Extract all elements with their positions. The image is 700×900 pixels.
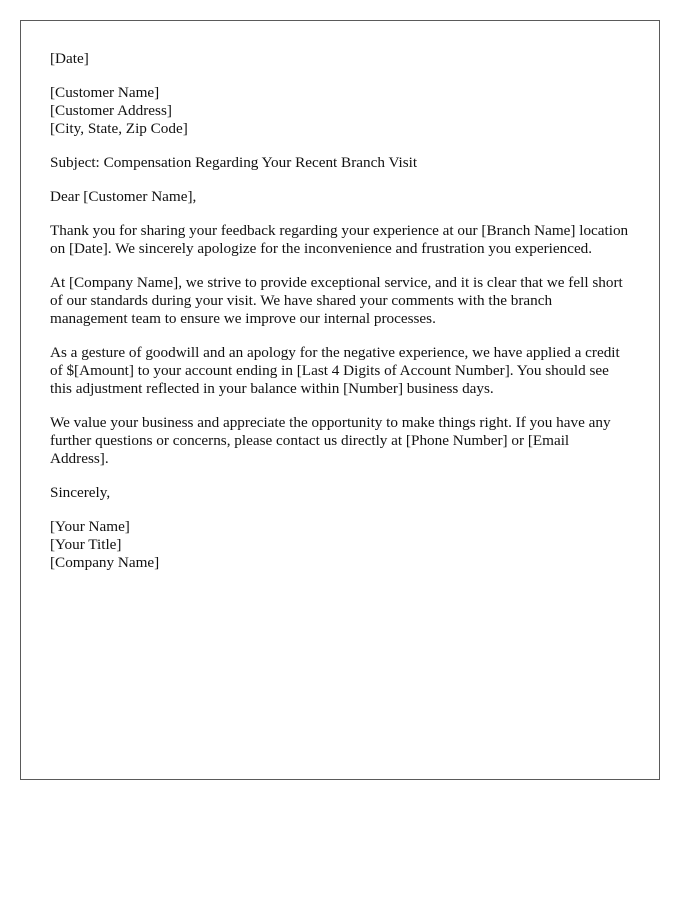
signer-name: [Your Name]	[50, 518, 130, 535]
body-paragraph-contact: We value your business and appreciate the opportunity to make things right. If you have any further questions or concerns, please contact us directly at [Phone Number] or [Email Address].	[50, 414, 611, 467]
signature-block	[50, 518, 630, 572]
body-paragraph-service: At [Company Name], we strive to provide exceptional service, and it is clear that we fell short of our standards during your visit. We have shared your comments with the branch management team to ensure we improve our internal processes.	[50, 274, 623, 327]
closing-block	[50, 484, 630, 502]
letter-date: [Date]	[50, 50, 89, 67]
date-block	[50, 50, 630, 68]
recipient-city-state-zip: [City, State, Zip Code]	[50, 120, 188, 137]
salutation-block	[50, 188, 630, 206]
letter-page	[20, 20, 660, 780]
letter-closing: Sincerely,	[50, 484, 111, 501]
recipient-address-block	[50, 84, 630, 138]
body-paragraph-credit: As a gesture of goodwill and an apology for the negative experience, we have applied a credit of $[Amount] to your account ending in [Last 4 Digits of Account Number]. You should see this adjustment reflected in your balance within [Number] business days.	[50, 344, 620, 397]
recipient-name: [Customer Name]	[50, 84, 160, 101]
signer-title: [Your Title]	[50, 536, 122, 553]
body-paragraph-feedback: Thank you for sharing your feedback regarding your experience at our [Branch Name] location on [Date]. We sincerely apologize for the inconvenience and frustration you experienced.	[50, 222, 629, 257]
signer-company: [Company Name]	[50, 554, 160, 571]
letter-body	[50, 50, 630, 588]
subject-block	[50, 154, 630, 172]
letter-salutation: Dear [Customer Name],	[50, 188, 197, 205]
letter-subject: Subject: Compensation Regarding Your Recent Branch Visit	[50, 154, 418, 171]
recipient-address: [Customer Address]	[50, 102, 172, 119]
